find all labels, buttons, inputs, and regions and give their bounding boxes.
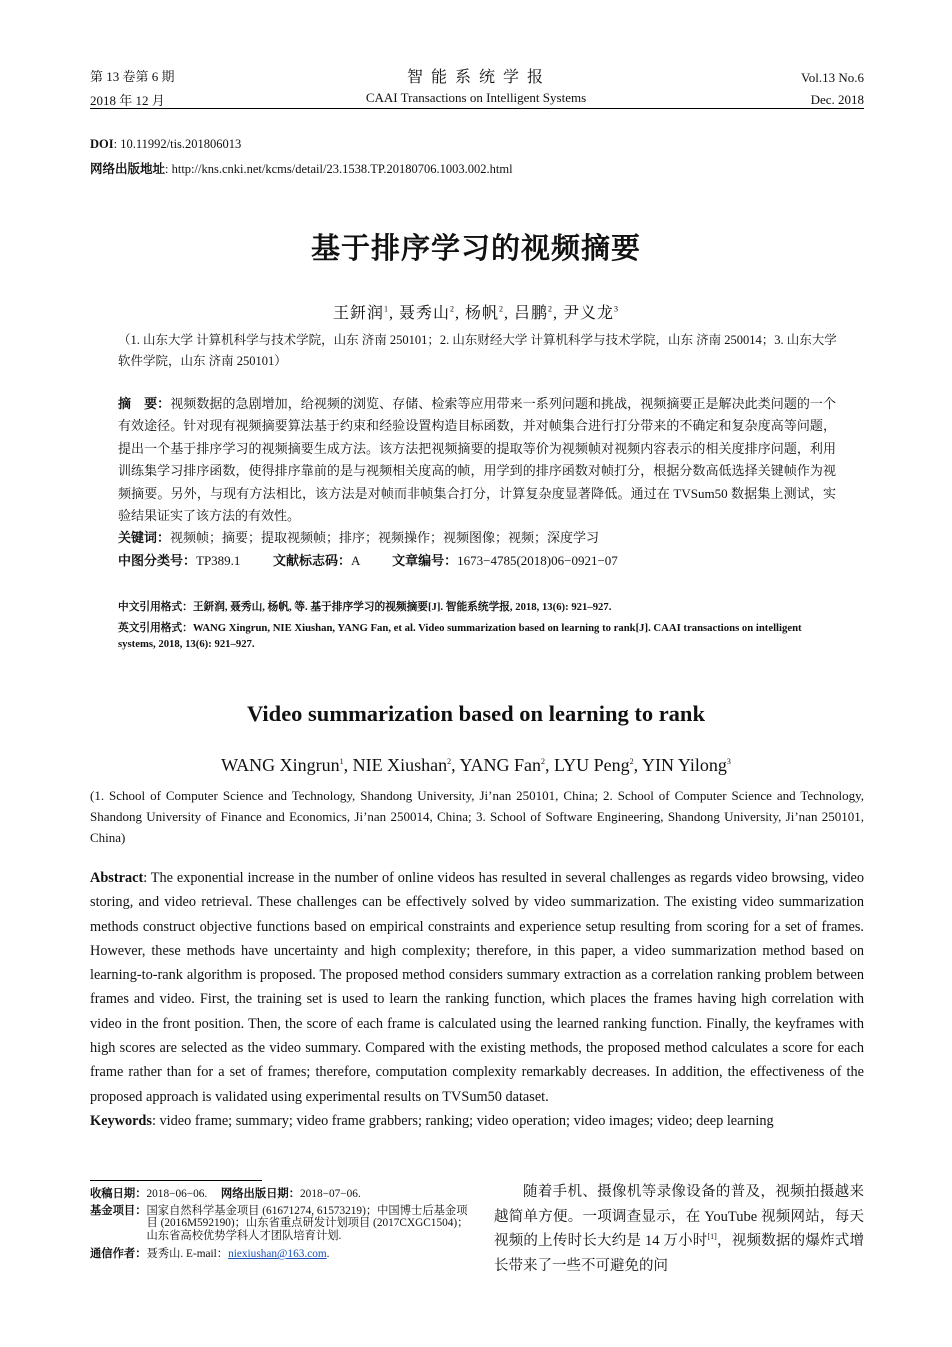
doc-code: A	[350, 552, 360, 568]
author-cn: 聂秀山	[398, 305, 450, 322]
citation-en-text: WANG Xingrun, NIE Xiushan, YANG Fan, et al. Video summarization based on learning to rank[J]. CAAI transactions on intelligent systems, 2018, 13(6): 921–927.	[118, 621, 802, 650]
author-cn: 杨帆	[464, 305, 499, 322]
correspondence-line	[90, 1248, 470, 1261]
citation-cn	[118, 599, 836, 616]
footnote	[90, 1188, 470, 1261]
abstract-en-label: Abstract	[90, 870, 144, 886]
intro-paragraph	[494, 1180, 864, 1278]
author-sup: 2	[540, 757, 545, 766]
article-number: 1673−4785(2018)06−0921−07	[457, 552, 618, 568]
author-sup: 2	[499, 304, 504, 314]
fund-line	[90, 1205, 470, 1243]
correspondence-text: 聂秀山. E-mail：	[146, 1248, 229, 1260]
online-date-label: 网络出版日期：	[220, 1188, 301, 1200]
author-cn: 吕鹏	[514, 305, 549, 322]
header-rule	[90, 108, 864, 109]
author-en: NIE Xiushan	[352, 755, 448, 775]
affiliation-en: (1. School of Computer Science and Technology, Shandong University, Ji’nan 250101, China; 2. School of Computer Science and Technology, Shandong University of Finance and Economics, Ji’nan 250014, China; 3. School of Software Engineering, Shandong University, Ji’nan 250101, China)	[90, 788, 864, 845]
paper-title-en: Video summarization based on learning to rank	[247, 701, 705, 726]
author-sup: 1	[383, 304, 389, 314]
received-date: 2018−06−06.	[146, 1188, 208, 1200]
doi-label: DOI	[90, 137, 114, 151]
abstract-cn-label: 摘 要：	[118, 396, 171, 411]
online-date: 2018−07−06.	[300, 1188, 361, 1200]
doi-value[interactable]: : 10.11992/tis.201806013	[113, 137, 242, 151]
correspondence-label: 通信作者：	[90, 1248, 147, 1260]
author-sup: 2	[548, 304, 554, 314]
author-cn: 尹义龙	[563, 305, 615, 322]
author-en: LYU Peng	[553, 755, 630, 775]
keywords-cn-label: 关键词：	[118, 530, 171, 546]
journal-volume: Vol.13 No.6	[801, 70, 864, 85]
journal-month: Dec. 2018	[810, 92, 864, 107]
author-sup: 2	[449, 304, 455, 314]
abstract-en	[90, 866, 864, 1133]
citation-en-label: 英文引用格式：	[118, 621, 193, 634]
email-link[interactable]: niexiushan@163.com	[228, 1248, 327, 1260]
reference-marker[interactable]: [1]	[707, 1232, 717, 1242]
author-sup: 1	[339, 757, 344, 766]
journal-date: 2018 年 12 月	[90, 93, 165, 108]
online-address-line	[90, 159, 513, 177]
intro-text: 随着手机、摄像机等录像设备的普及，视频拍摄越来越简单方便。一项调查显示，在 YouTube 视频网站，每天视频的上传时长大约是 14 万小时	[494, 1184, 864, 1249]
citation-block	[118, 599, 836, 653]
dates-line	[90, 1188, 470, 1201]
journal-name-en: CAAI Transactions on Intelligent Systems	[365, 90, 587, 105]
author-sup: 3	[726, 757, 731, 766]
journal-issue: 第 13 卷第 6 期	[90, 69, 175, 84]
footnote-rule	[90, 1180, 262, 1181]
keywords-cn: 视频帧；摘要；提取视频帧；排序；视频操作；视频图像；视频；深度学习	[170, 530, 600, 546]
keywords-en: : video frame; summary; video frame grabbers; ranking; video operation; video images; video; deep learning	[151, 1112, 774, 1129]
author-cn: 王鈃润	[332, 305, 384, 322]
article-number-label: 文章编号：	[392, 552, 458, 568]
doc-code-label: 文献标志码：	[272, 552, 351, 568]
abstract-en-text: : The exponential increase in the number of online videos has resulted in several challenges as regards video browsing, video storing, and video retrieval. These challenges can be effectively solved by video summarization. The existing video summarization methods construct objective functions based on empirical constraints and experience setup resulting from scoring for a set of frames. However, these methods have uncertainty and high complexity; therefore, in this paper, a video summarization method based on learning-to-rank algorithm is proposed. The proposed method considers summary extraction as a correlation ranking problem between frames and video. First, the training set is used to learn the ranking function, which places the frames having high correlation with video in the front position. Then, the score of each frame is calculated using the learned ranking function. Finally, the keyframes with high scores are selected as the video summary. Compared with the existing methods, the proposed method calculates a score for each frame rather than for a set of frames; therefore, computation complexity remarkably decreases. In addition, the effectiveness of the proposed approach is validated using experimental results on TVSum50 dataset.	[90, 870, 864, 1105]
doi-line	[90, 137, 241, 152]
abstract-cn	[118, 393, 836, 572]
received-label: 收稿日期：	[90, 1188, 147, 1200]
class-number: TP389.1	[196, 552, 241, 568]
online-address-label: 网络出版地址	[90, 162, 166, 176]
affiliation-cn: （1. 山东大学 计算机科学与技术学院，山东 济南 250101；2. 山东财经大学 计算机科学与技术学院，山东 济南 250014；3. 山东大学 软件学院，山东 济南 250101）	[118, 333, 837, 368]
author-sup: 3	[614, 304, 620, 314]
intro-text-cont: ，视频数据的爆炸式增长带来了一些不可避免的问	[494, 1233, 865, 1274]
online-address-value[interactable]: : http://kns.cnki.net/kcms/detail/23.1538.TP.20180706.1003.002.html	[165, 162, 513, 176]
authors-en: WANG Xingrun$^1$, NIE Xiushan$^2$, YANG Fan$^2$, LYU Peng$^2$, YIN Yilong$^3$	[221, 755, 731, 775]
author-sup: 2	[447, 757, 452, 766]
citation-cn-text: 王鈃润, 聂秀山, 杨帆, 等. 基于排序学习的视频摘要[J]. 智能系统学报, 2018, 13(6): 921–927.	[192, 601, 612, 613]
fund-text: 国家自然科学基金项目 (61671274, 61573219)；中国博士后基金项目 (2016M592190)；山东省重点研发计划项目 (2017CXGC1504)；山东省高校优势学科人才团队培育计划.	[146, 1204, 469, 1242]
citation-cn-label: 中文引用格式：	[118, 601, 193, 613]
paper-title-cn: 基于排序学习的视频摘要	[310, 231, 641, 265]
journal-name-cn: 智 能 系 统 学 报	[406, 69, 545, 86]
fund-label: 基金项目：	[90, 1204, 147, 1217]
keywords-en-label: Keywords	[90, 1112, 152, 1129]
citation-en	[118, 620, 836, 653]
email-end: .	[326, 1248, 330, 1260]
author-sup: 2	[629, 757, 634, 766]
author-en: YANG Fan	[459, 755, 541, 775]
author-en: WANG Xingrun	[221, 755, 340, 775]
abstract-cn-text: 视频数据的急剧增加，给视频的浏览、存储、检索等应用带来一系列问题和挑战，视频摘要正是解决此类问题的一个有效途径。针对现有视频摘要算法基于约束和经验设置构造目标函数，并对帧集合进行打分带来的不确定和复杂度高等问题，提出一个基于排序学习的视频摘要生成方法。该方法把视频摘要的提取等价为视频帧对视频内容表示的相关度排序问题，利用训练集学习排序函数，使得排序靠前的是与视频相关度高的帧，用学到的排序函数对帧打分，根据分数高低选择关键帧作为视频摘要。另外，与现有方法相比，该方法是对帧而非帧集合打分，计算复杂度显著降低。通过在 TVSum50 数据集上测试，实验结果证实了该方法的有效性。	[118, 396, 836, 524]
author-en: YIN Yilong	[642, 755, 727, 775]
class-number-label: 中图分类号：	[118, 552, 197, 568]
authors-cn: 王鈃润$^1$, 聂秀山$^2$, 杨帆$^2$, 吕鹏$^2$, 尹义龙$^3$	[332, 304, 620, 322]
